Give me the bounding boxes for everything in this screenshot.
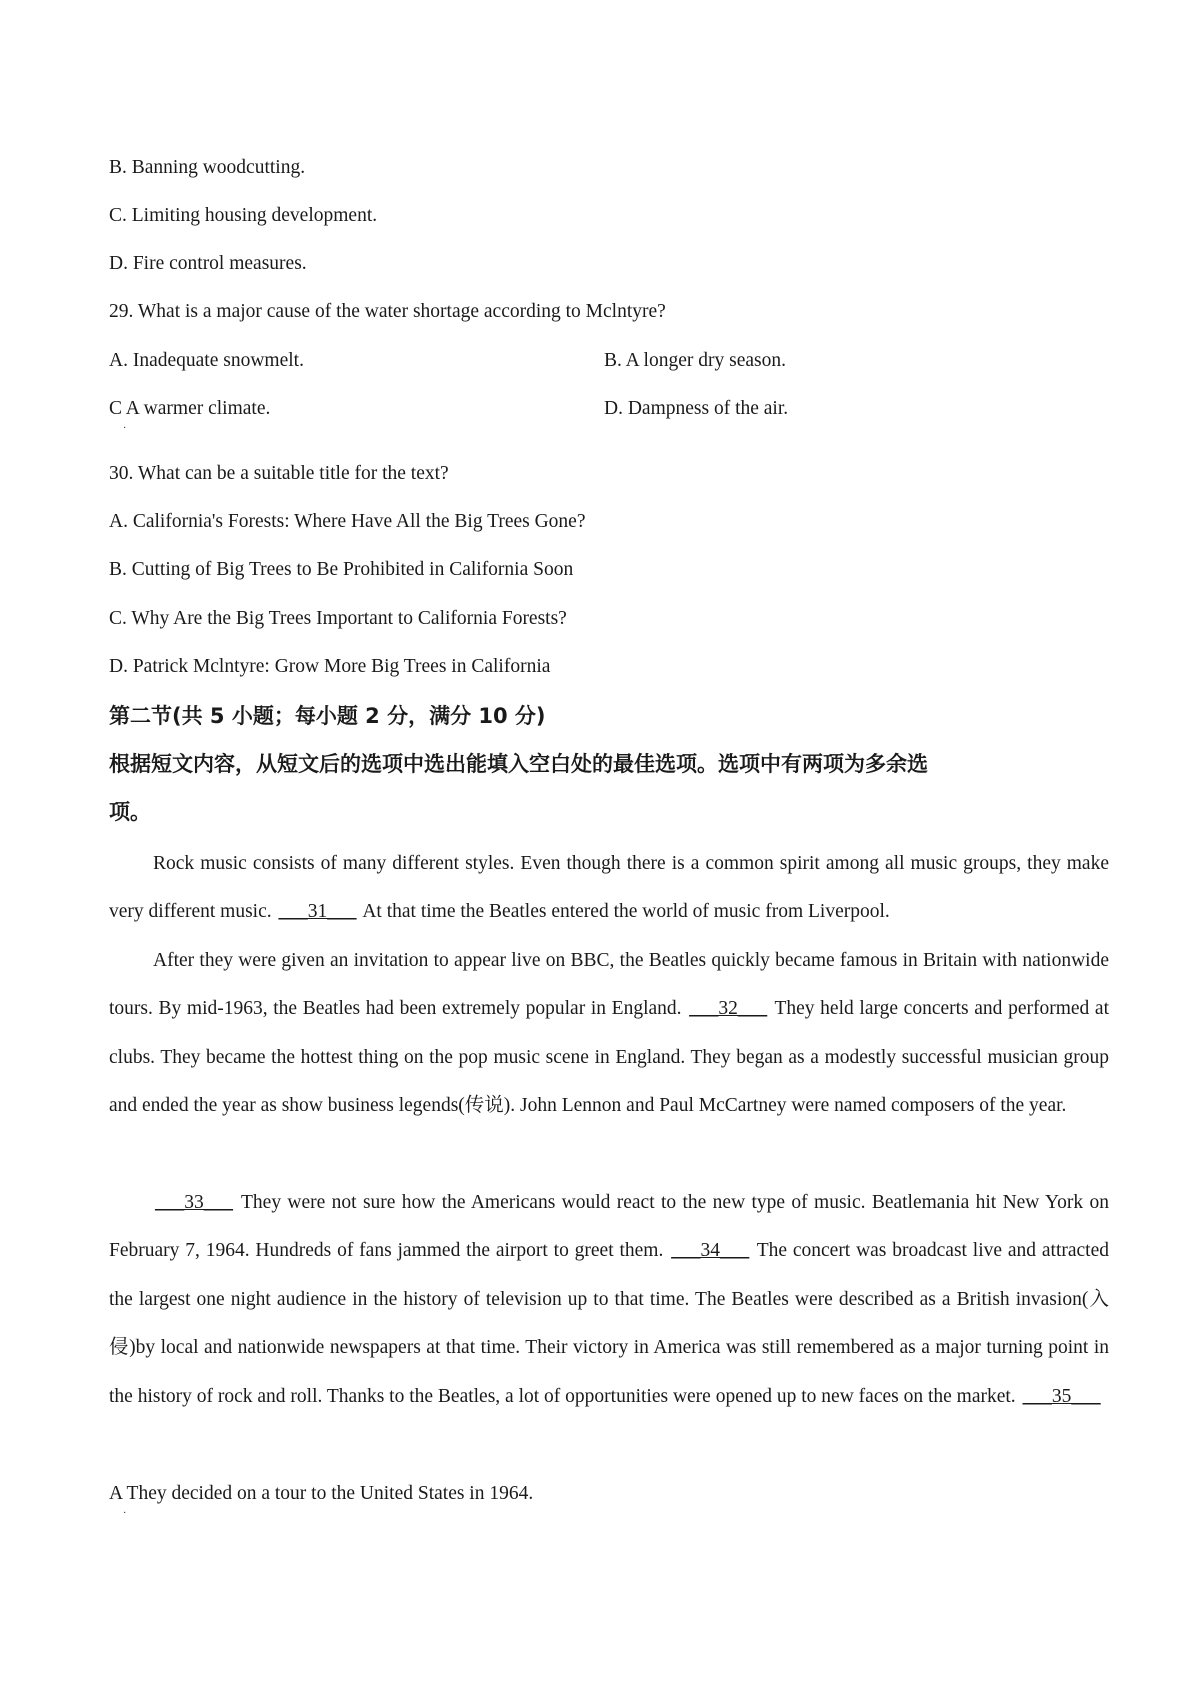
passage-text: They held large concerts and performed at clubs. They became the hottest thing on the pop music scene in England. They began as a modestly successful musician group and ended the year as show business legends(传说). John Lennon and Paul McCartney were named composers of the year. xyxy=(109,998,1109,1117)
blank-35: ___35___ xyxy=(1022,1385,1101,1407)
passage-text: They were not sure how the Americans would react to the new type of music. Beatlemania hit New York on February 7, 1964. Hundreds of fans jammed the airport to greet them. xyxy=(109,1192,1109,1262)
passage-paragraph-1 xyxy=(109,840,1109,937)
option-29d: D. Dampness of the air. xyxy=(604,398,789,419)
blank-34: ___34___ xyxy=(671,1240,750,1262)
stray-dot-mark: · xyxy=(123,1508,127,1519)
option-29a: A. Inadequate snowmelt. xyxy=(109,350,304,371)
option-28d: D. Fire control measures. xyxy=(109,253,307,274)
option-28c: C. Limiting housing development. xyxy=(109,205,378,226)
section-heading: 第二节(共 5 小题；每小题 2 分，满分 10 分) xyxy=(109,704,546,728)
passage-text: Rock music consists of many different styles. Even though there is a common spirit among all music groups, they make very different music. xyxy=(109,853,1109,923)
section-instruction-line1: 根据短文内容，从短文后的选项中选出能填入空白处的最佳选项。选项中有两项为多余选 xyxy=(109,752,928,776)
option-28b: B. Banning woodcutting. xyxy=(109,157,306,178)
blank-33: ___33___ xyxy=(155,1192,233,1213)
question-30-stem: 30. What can be a suitable title for the text? xyxy=(109,463,449,484)
passage-text: The concert was broadcast live and attracted the largest one night audience in the history of television up to that time. The Beatles were described as a British invasion(入侵)by local and nationwide newspapers at that time. Their victory in America was still remembered as a major turning point in the history of rock and roll. Thanks to the Beatles, a lot of opportunities were opened up to new faces on the market. xyxy=(109,1240,1109,1407)
option-30d: D. Patrick Mclntyre: Grow More Big Trees in California xyxy=(109,656,551,677)
passage-paragraph-3 xyxy=(109,1179,1109,1421)
stray-dot-mark: · xyxy=(123,423,127,434)
blank-31: ___31___ xyxy=(278,901,357,923)
option-30c: C. Why Are the Big Trees Important to California Forests? xyxy=(109,608,567,629)
blank-32: ___32___ xyxy=(689,998,768,1020)
passage-text: At that time the Beatles entered the world of music from Liverpool. xyxy=(362,901,890,923)
option-a: A They decided on a tour to the United States in 1964. xyxy=(109,1483,534,1504)
passage-paragraph-2 xyxy=(109,937,1109,1131)
question-29-stem: 29. What is a major cause of the water shortage according to Mclntyre? xyxy=(109,301,666,322)
option-30b: B. Cutting of Big Trees to Be Prohibited in California Soon xyxy=(109,559,574,580)
section-instruction-line2: 项。 xyxy=(109,800,151,824)
option-30a: A. California's Forests: Where Have All the Big Trees Gone? xyxy=(109,511,586,532)
passage-text: After they were given an invitation to appear live on BBC, the Beatles quickly became famous in Britain with nationwide tours. By mid-1963, the Beatles had been extremely popular in England. xyxy=(109,950,1109,1020)
option-29b: B. A longer dry season. xyxy=(604,350,786,371)
option-29c: C A warmer climate. xyxy=(109,398,271,419)
